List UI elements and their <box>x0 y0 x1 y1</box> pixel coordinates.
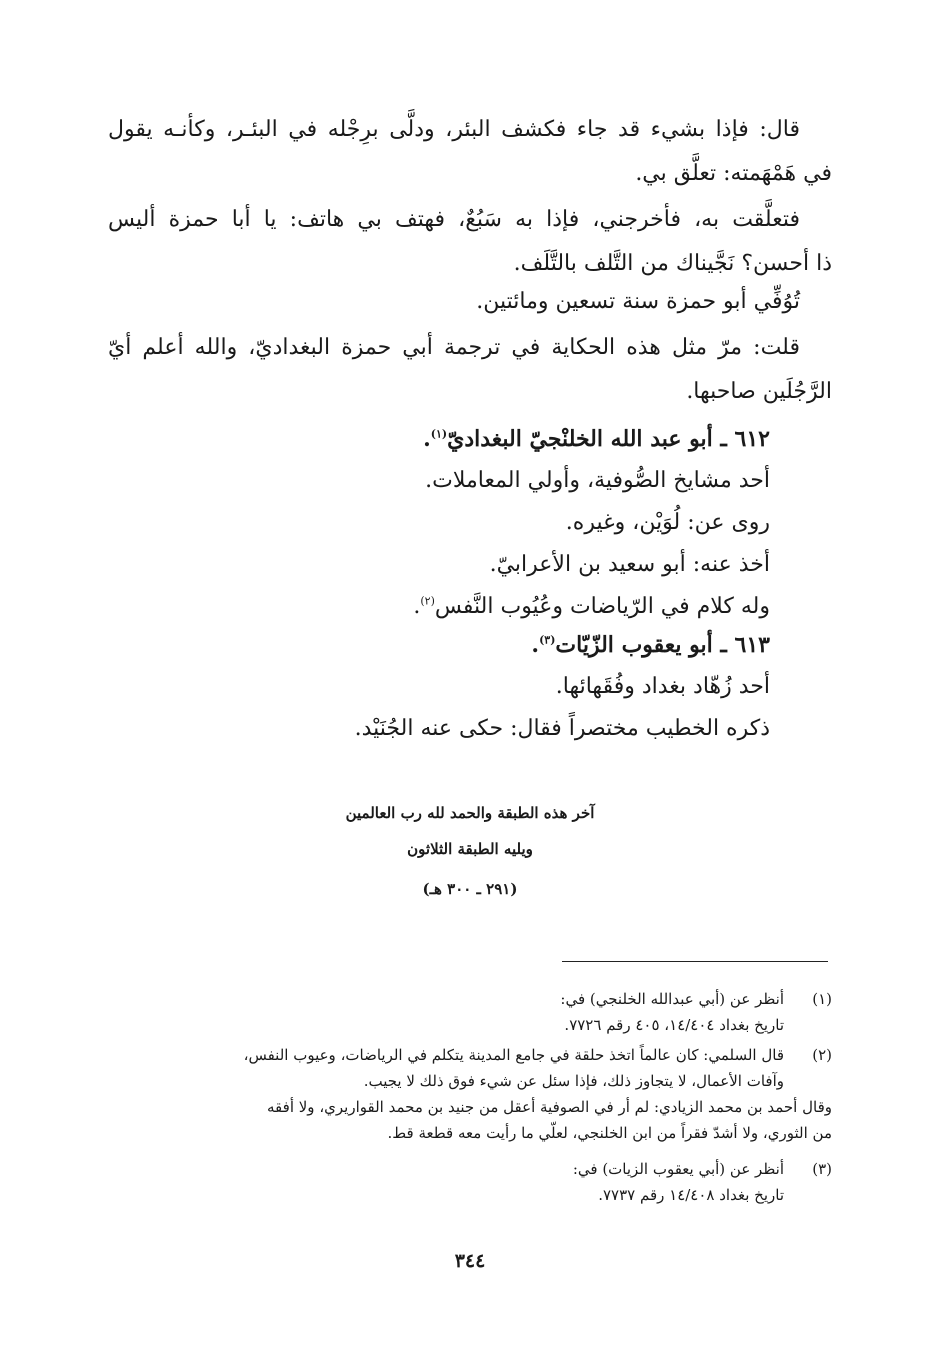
entry-613 <box>110 624 770 750</box>
footnote-marker: (١) <box>430 427 448 441</box>
footnote-number: (٣) <box>812 1160 832 1178</box>
footnote-line: أنظر عن (أبي عبدالله الخلنجي) في: <box>560 990 784 1008</box>
paragraph-line: قال: فإذا بشيء قد جاء فكشف البئر، ودلَّى برِجْله في البئـر، وكأنـه يقول <box>108 117 800 142</box>
paragraph-line: قلت: مرّ مثل هذه الحكاية في ترجمة أبي حمزة البغداديّ، والله أعلم أيّ <box>108 335 800 360</box>
paragraph-2 <box>108 198 832 286</box>
footnote-line: تاريخ بغداد ١٤/٤٠٨ رقم ٧٧٣٧. <box>598 1186 784 1204</box>
paragraph-line: الرَّجُلَين صاحبها. <box>686 379 832 404</box>
footnote-marker: (٢) <box>420 594 435 608</box>
entry-line: وله كلام في الرّياضات وعُيُوب النَّفس$^{(٢)}$. <box>413 594 770 619</box>
footnote-number: (١) <box>812 990 832 1008</box>
footnote-divider <box>562 961 828 962</box>
entry-line: أحد زُهّاد بغداد وفُقَهائها. <box>555 674 770 699</box>
paragraph-line: في هَمْهَمته: تعلَّق بي. <box>635 161 832 186</box>
closing-date-range: (٢٩١ ـ ٣٠٠ هـ) <box>422 880 518 898</box>
footnote-2 <box>97 1042 832 1146</box>
paragraph-line: فتعلَّقت به، فأخرجني، فإذا به سَبُعٌ، فهتف بي هاتف: يا أبا حمزة أليس <box>108 207 800 232</box>
closing-line-1: آخر هذه الطبقة والحمد لله رب العالمين <box>345 804 595 822</box>
footnote-number: (٢) <box>812 1046 832 1064</box>
paragraph-1 <box>108 108 832 196</box>
footnote-line: وقال أحمد بن محمد الزيادي: لم أر في الصوفية أعقل من جنيد بن محمد القواريري، ولا أفقه <box>267 1098 832 1116</box>
footnote-line: قال السلمي: كان عالماً اتخذ حلقة في جامع المدينة يتكلم في الرياضات، وعيوب النفس، <box>243 1046 784 1064</box>
footnote-1 <box>97 986 832 1038</box>
entry-line: أحد مشايخ الصُّوفية، وأولي المعاملات. <box>425 468 770 493</box>
footnote-line: من الثوري، ولا أشدّ فقراً من ابن الخلنجي، لعلّي ما رأيت معه قطعة قط. <box>387 1124 832 1142</box>
footnote-line: وآفات الأعمال، لا يتجاوز ذلك، فإذا سئل عن شيء فوق ذلك لا يجيب. <box>363 1072 784 1090</box>
entry-line: روى عن: لُوَيْن، وغيره. <box>565 510 770 535</box>
footnote-3 <box>97 1156 832 1208</box>
entry-heading: ٦١٢ ـ أبو عبد الله الخلنْجيّ البغداديّ$^{(١)}$. <box>423 426 770 452</box>
entry-heading: ٦١٣ ـ أبو يعقوب الزّيّات$^{(٣)}$. <box>531 632 770 658</box>
page-number: ٣٤٤ <box>454 1250 486 1272</box>
paragraph-4 <box>108 326 832 414</box>
footnote-line: أنظر عن (أبي يعقوب الزيات) في: <box>572 1160 784 1178</box>
entry-line: أخذ عنه: أبو سعيد بن الأعرابيّ. <box>489 552 770 577</box>
entry-line: ذكره الخطيب مختصراً فقال: حكى عنه الجُنَيْد. <box>354 716 770 741</box>
footnote-line: تاريخ بغداد ١٤/٤٠٤، ٤٠٥ رقم ٧٧٢٦. <box>564 1016 784 1034</box>
paragraph-3 <box>108 280 832 324</box>
paragraph-line: تُوُفِّي أبو حمزة سنة تسعين ومائتين. <box>476 289 800 314</box>
footnote-marker: (٣) <box>539 633 556 647</box>
entry-612 <box>110 418 770 628</box>
paragraph-line: ذا أحسن؟ نَجَّيناك من التَّلف بالتَّلَف. <box>513 251 832 276</box>
closing-line-2: ويليه الطبقة الثلاثون <box>407 840 533 858</box>
